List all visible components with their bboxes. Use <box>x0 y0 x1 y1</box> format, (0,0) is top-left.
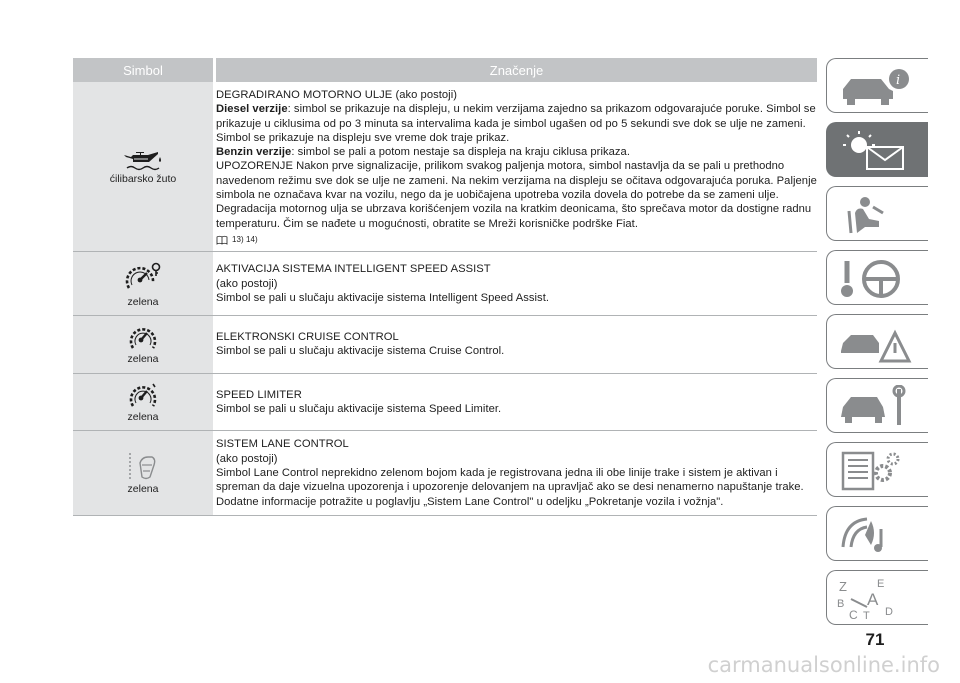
lane-availability: (ako postoji) <box>216 452 278 465</box>
oil-warning: UPOZORENJE Nakon prve signalizacije, prilikom svakog paljenja motora, simbol nastavlja da se pali u prethodno navedenom režimu sve dok se ulje ne zameni. Na nekim verzijama na displeju se očitava odgovarajuća poruka. Paljenje simbola ne označava kvar na vozilu, nego da je uobičajena upotreba vozila dovela do potrebe da se zameni ulje. Degradacija motornog ulja se ubrzava korišćenjem vozila na kratkim deonicama, što sprečava motor da dostigne radnu temperaturu. Čim se nađete u mogućnosti, obratite se Mreži korisničke podrške Fiat. <box>216 160 817 230</box>
seat-airbag-icon <box>837 193 921 237</box>
lane-body: Simbol Lane Control neprekidno zelenom bojom kada je registrovana jedna ili obe linije trake i sistem je aktivan i spreman da daje vizuelna upozorenja i upozorenje delovanjem na upravljač ako se desi nenamerno napuštanje trake. <box>216 466 804 494</box>
meaning-cell <box>216 316 817 373</box>
limiter-title: SPEED LIMITER <box>216 388 302 401</box>
page-number: 71 <box>865 630 885 649</box>
index-letter: A <box>867 590 879 609</box>
tab-car-info[interactable] <box>826 58 928 113</box>
symbol-cell <box>73 374 213 431</box>
symbol-cell <box>73 431 213 514</box>
accident-warning-icon <box>837 321 921 365</box>
car-info-icon <box>837 65 921 109</box>
table-row <box>73 82 817 252</box>
index-letter: D <box>885 606 893 618</box>
symbol-color-label: zelena <box>127 483 159 496</box>
key-steering-wheel-icon <box>837 257 921 301</box>
tab-warning-lights[interactable] <box>826 122 928 177</box>
tab-technical-data[interactable] <box>826 442 928 497</box>
data-gear-icon <box>837 449 921 493</box>
warning-light-message-icon <box>837 129 921 173</box>
isa-availability: (ako postoji) <box>216 277 278 290</box>
table-row <box>73 431 817 515</box>
music-navigation-icon <box>837 513 921 557</box>
intelligent-speed-assist-icon <box>121 260 165 294</box>
tab-index[interactable] <box>826 570 928 625</box>
isa-title: AKTIVACIJA SISTEMA INTELLIGENT SPEED ASSIST <box>216 263 491 276</box>
oil-title: DEGRADIRANO MOTORNO ULJE (ako postoji) <box>216 89 458 101</box>
table-row <box>73 374 817 432</box>
index-letter: C <box>849 608 858 621</box>
meaning-cell <box>216 252 817 315</box>
watermark: carmanualsonline.info <box>707 653 940 677</box>
tab-emergency[interactable] <box>826 314 928 369</box>
symbol-cell <box>73 252 213 315</box>
book-reference-icon <box>216 235 228 245</box>
cruise-control-icon <box>126 323 160 351</box>
limiter-body: Simbol se pali u slučaju aktivacije sistema Speed Limiter. <box>216 403 502 416</box>
benzin-text: : simbol se pali a potom nestaje sa displeja na kraju ciklusa prikaza. <box>291 146 630 159</box>
index-letter: T <box>863 610 870 621</box>
benzin-label: Benzin verzije <box>216 146 292 159</box>
tab-multimedia[interactable] <box>826 506 928 561</box>
cruise-body: Simbol se pali u slučaju aktivacije sistema Cruise Control. <box>216 345 505 358</box>
symbol-cell <box>73 316 213 373</box>
lane-reference: Dodatne informacije potražite u poglavlju „Sistem Lane Control" u odeljku „Pokretanje vozila i vožnja". <box>216 495 724 508</box>
meaning-cell <box>216 431 817 514</box>
diesel-label: Diesel verzije <box>216 103 288 116</box>
lane-title: SISTEM LANE CONTROL <box>216 438 349 451</box>
index-letter: E <box>877 578 885 590</box>
table-row <box>73 252 817 316</box>
index-letter: B <box>837 598 845 610</box>
diesel-text: : simbol se prikazuje na displeju, u nekim verzijama zajedno sa prikazom odgovarajuće poruke. Simbol se prikazuje u ciklusima od po 3 minuta sa intervalima kada je simbol ugašen od po 5 sekundi sve dok se ulje ne zameni. Simbol se prikazuje na displeju sve vreme dok traje prikaz. <box>216 103 816 144</box>
svg-text:i: i <box>896 73 901 88</box>
isa-body: Simbol se pali u slučaju aktivacije sistema Intelligent Speed Assist. <box>216 291 550 304</box>
tab-starting-driving[interactable] <box>826 250 928 305</box>
meaning-cell <box>216 374 817 431</box>
header-symbol: Simbol <box>123 62 163 78</box>
warning-symbols-table <box>73 58 817 516</box>
index-letter: Z <box>839 579 847 594</box>
symbol-color-label: zelena <box>127 353 159 366</box>
oil-can-icon <box>121 149 165 171</box>
symbol-color-label: zelena <box>127 295 159 308</box>
tab-safety[interactable] <box>826 186 928 241</box>
meaning-cell <box>216 82 817 251</box>
lane-control-icon <box>126 451 160 481</box>
speed-limiter-icon <box>126 381 160 409</box>
table-header <box>73 58 817 82</box>
cruise-title: ELEKTRONSKI CRUISE CONTROL <box>216 331 399 344</box>
car-wrench-icon <box>837 385 921 429</box>
symbol-color-label: ćilibarsko žuto <box>109 172 177 185</box>
header-meaning: Značenje <box>489 62 544 78</box>
symbol-cell <box>73 82 213 251</box>
note-references: 13) 14) <box>232 234 258 244</box>
alphabet-index-icon <box>837 577 921 621</box>
tab-maintenance[interactable] <box>826 378 928 433</box>
table-row <box>73 316 817 374</box>
symbol-color-label: zelena <box>127 411 159 424</box>
